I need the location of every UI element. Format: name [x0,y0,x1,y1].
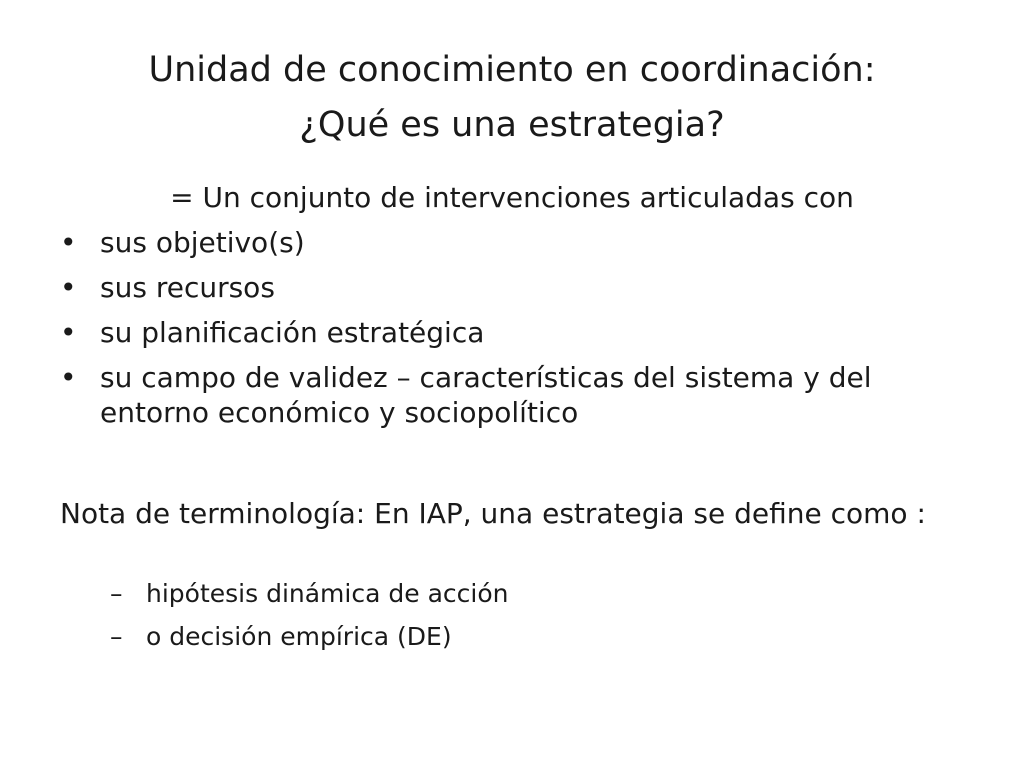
bullet-icon: • [60,361,77,394]
sub-item-text: hipótesis dinámica de acción [146,579,509,608]
dash-icon: – [110,622,123,651]
slide-title-line-2: ¿Qué es una estrategia? [299,105,725,145]
bullet-icon: • [60,271,77,304]
sub-item-list [110,577,508,663]
bullet-item [58,360,968,430]
bullet-icon: • [60,226,77,259]
terminology-note: Nota de terminología: En IAP, una estrategia se define como : [60,497,926,530]
bullet-text: su planificación estratégica [100,316,485,349]
bullet-icon: • [60,316,77,349]
sub-item [110,620,508,654]
sub-item-text: o decisión empírica (DE) [146,622,452,651]
bullet-text: sus recursos [100,271,275,304]
bullet-item [58,315,968,350]
bullet-item [58,225,968,260]
intro-text: = Un conjunto de intervenciones articuladas con [170,181,854,214]
bullet-text: sus objetivo(s) [100,226,305,259]
slide-title-line-1: Unidad de conocimiento en coordinación: [148,50,876,90]
bullet-list [58,225,968,440]
dash-icon: – [110,579,123,608]
bullet-item [58,270,968,305]
bullet-text: su campo de validez – características del sistema y del entorno económico y sociopolítico [100,361,872,429]
sub-item [110,577,508,611]
